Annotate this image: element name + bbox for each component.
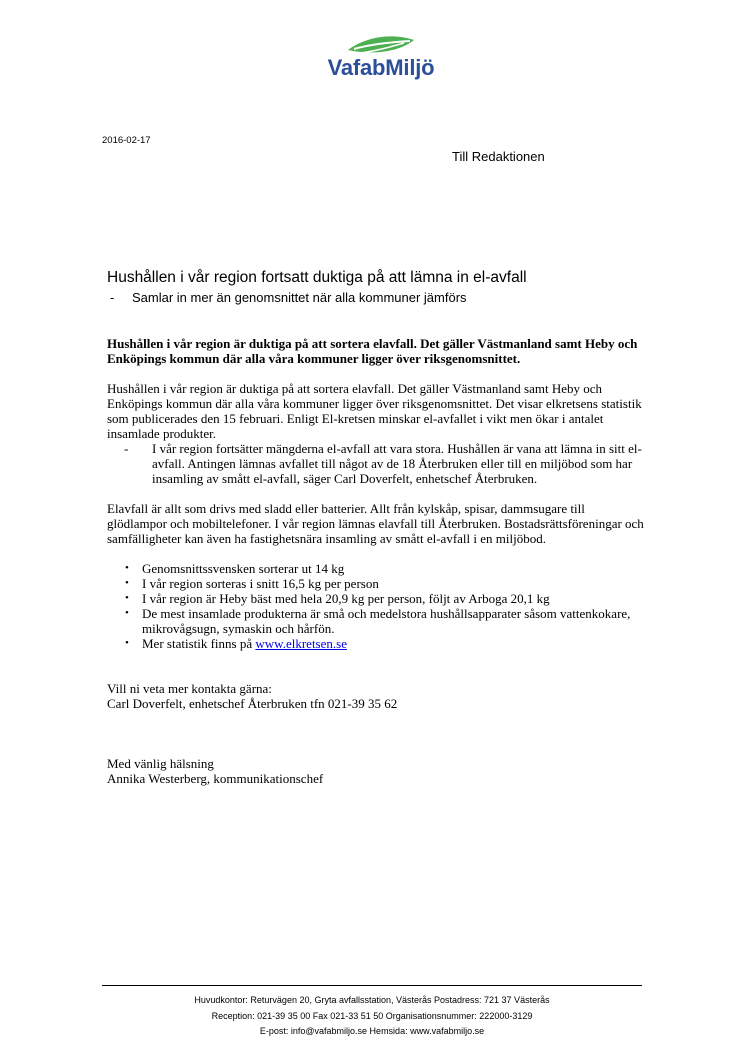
footer [102, 993, 642, 1040]
elkretsen-link[interactable]: www.elkretsen.se [255, 636, 347, 651]
signoff-greeting: Med vänlig hälsning [107, 756, 214, 771]
fact-item: • Genomsnittssvensken sorterar ut 14 kg [125, 561, 345, 576]
fact-item-link: • Mer statistik finns på www.elkretsen.se [125, 636, 347, 651]
bullet-icon: • [125, 592, 129, 604]
footer-contact: E-post: info@vafabmiljo.se Hemsida: www.vafabmiljo.se [259, 1026, 485, 1036]
contact-person: Carl Doverfelt, enhetschef Återbruken tfn 021-39 35 62 [107, 696, 398, 711]
contact-intro: Vill ni veta mer kontakta gärna: [107, 681, 272, 696]
footer-phone: Reception: 021-39 35 00 Fax 021-33 51 50 Organisationsnummer: 222000-3129 [211, 1010, 533, 1021]
document-date: 2016-02-17 [102, 135, 151, 146]
subheadline [110, 290, 467, 305]
fact-item: • I vår region sorteras i snitt 16,5 kg per person [125, 576, 379, 591]
subheadline-text: Samlar in mer än genomsnittet när alla kommuner jämförs [132, 290, 467, 305]
recipient-line: Till Redaktionen [452, 149, 545, 164]
footer-divider [102, 985, 642, 986]
paragraph-elavfall: Elavfall är allt som drivs med sladd eller batterier. Allt från kylskåp, spisar, dammsugare till glödlampor och mobiltelefoner. I vår region lämnas elavfall till Återbruken. Bostadsrättsföreningar och samfälligheter kan även ha fastighetsnära insamling av smått el-avfall i en miljöbod. [107, 501, 644, 546]
headline: Hushållen i vår region fortsatt duktiga på att lämna in el-avfall [107, 269, 527, 286]
quote-list [107, 441, 647, 486]
logo-wordmark: VafabMiljö [327, 55, 435, 80]
quote-item [124, 441, 647, 486]
bullet-icon: • [125, 577, 129, 589]
bullet-icon: • [125, 637, 129, 649]
article-body [107, 336, 647, 786]
quote-text: I vår region fortsätter mängderna el-avfall att vara stora. Hushållen är vana att lämna in sitt el-avfall. Antingen lämnas avfallet till något av de 18 Återbruken eller till en miljöbod som har insamling av smått el-avfall, säger Carl Doverfelt, enhetschef Återbruken. [152, 441, 642, 486]
fact-item: • De mest insamlade produkterna är små och medelstora hushållsapparater såsom vattenkokare, mikrovågsugn, symaskin och hårfön. [125, 606, 631, 636]
bullet-icon: • [125, 607, 129, 619]
lead-paragraph: Hushållen i vår region är duktiga på att sortera elavfall. Det gäller Västmanland samt Heby och Enköpings kommun där alla våra kommuner ligger över riksgenomsnittet. [107, 336, 638, 366]
vafabmiljo-logo [316, 34, 446, 96]
footer-address: Huvudkontor: Returvägen 20, Gryta avfallsstation, Västerås Postadress: 721 37 Västerås [194, 995, 550, 1005]
fact-item: • I vår region är Heby bäst med hela 20,9 kg per person, följt av Arboga 20,1 kg [125, 591, 550, 606]
paragraph-intro: Hushållen i vår region är duktiga på att sortera elavfall. Det gäller Västmanland samt Heby och Enköpings kommun där alla våra kommuner ligger över riksgenomsnittet. Det visar elkretsens statistik som publicerades den 15 februari. Enligt El-kretsen minskar el-avfallet i vikt men ökar i antalet insamlade produkter. [107, 381, 642, 441]
fact-list [107, 561, 647, 651]
subheadline-dash: - [110, 290, 115, 305]
bullet-icon: • [125, 562, 129, 574]
quote-dash: - [124, 441, 129, 456]
signoff-name: Annika Westerberg, kommunikationschef [107, 771, 324, 786]
